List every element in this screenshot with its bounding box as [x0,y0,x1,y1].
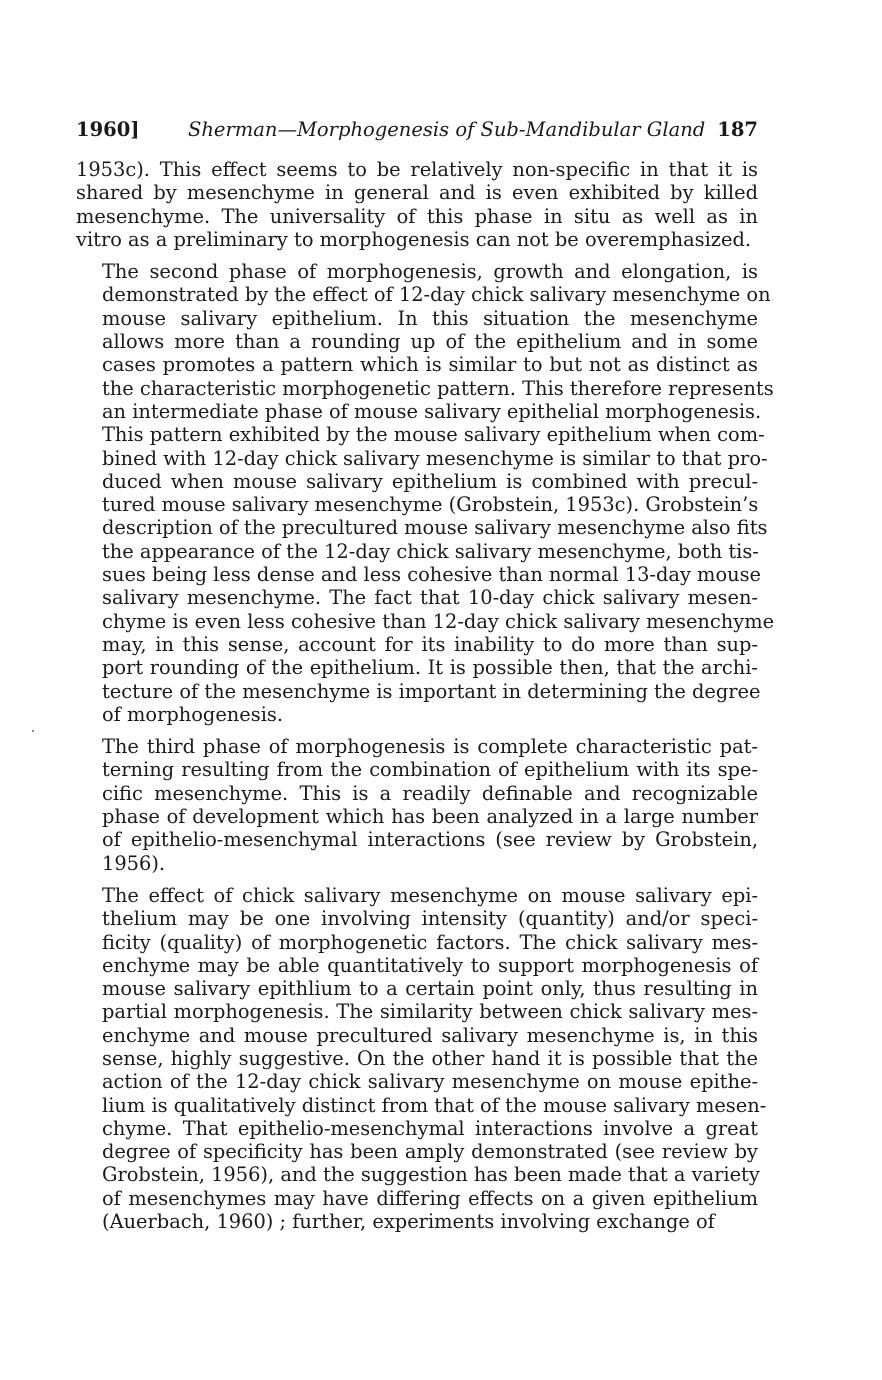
text-line: sense, highly suggestive. On the other hand it is possible that the [102,1046,758,1070]
text-line: mouse salivary epithelium. In this situation the mesenchyme [102,306,758,330]
text-line: terning resulting from the combination of epithelium with its spe- [102,758,758,782]
text-line: 1956). [102,851,166,875]
text-line: (Auerbach, 1960) ; further, experiments involving exchange of [102,1210,715,1234]
text-line: description of the precultured mouse salivary mesenchyme also fits [102,516,768,540]
body-text [76,158,775,1234]
text-line: of mesenchymes may have differing effects on a given epithelium [102,1186,758,1210]
text-line: Grobstein, 1956), and the suggestion has been made that a variety [102,1163,760,1187]
text-line: 1953c). This effect seems to be relatively non-specific in that it is [76,158,758,181]
text-line: of morphogenesis. [102,702,284,726]
text-line: duced when mouse salivary epithelium is combined with precul- [102,469,758,493]
text-line: thelium may be one involving intensity (quantity) and/or speci- [102,907,758,931]
text-line: port rounding of the epithelium. It is possible then, that the archi- [102,656,758,680]
paragraph-3 [76,735,758,875]
text-line: lium is qualitatively distinct from that of the mouse salivary mesen- [102,1093,767,1117]
running-title: Sherman—Morphogenesis of Sub-Mandibular Gland [188,118,706,141]
paragraph-2 [76,260,775,726]
page-number: 187 [717,118,758,141]
text-line: tecture of the mesenchyme is important in determining the degree [102,679,761,703]
text-line: phase of development which has been analyzed in a large number [102,805,758,829]
text-line: chyme. That epithelio-mesenchymal interactions involve a great [102,1116,758,1140]
text-line: of epithelio-mesenchymal interactions (see review by Grobstein, [102,828,758,852]
text-line: partial morphogenesis. The similarity between chick salivary mes- [102,1000,758,1024]
text-line: shared by mesenchyme in general and is even exhibited by killed [76,181,758,205]
text-line: action of the 12-day chick salivary mesenchyme on mouse epithe- [102,1070,758,1094]
text-line: chyme is even less cohesive than 12-day chick salivary mesenchyme [102,609,775,633]
text-line: the characteristic morphogenetic pattern. This therefore represents [102,376,774,400]
header-year: 1960] [76,118,140,141]
text-line: enchyme and mouse precultured salivary mesenchyme is, in this [102,1023,758,1047]
text-line: ficity (quality) of morphogenetic factors. The chick salivary mes- [102,930,758,954]
page [76,116,775,1234]
text-line: tured mouse salivary mesenchyme (Grobstein, 1953c). Grobstein’s [102,493,759,517]
text-line: the appearance of the 12-day chick salivary mesenchyme, both tis- [102,539,759,563]
paragraph-4 [76,883,767,1234]
text-line: enchyme may be able quantitatively to support morphogenesis of [102,953,758,977]
text-line: The effect of chick salivary mesenchyme on mouse salivary epi- [102,883,758,907]
text-line: mesenchyme. The universality of this phase in situ as well as in [76,204,758,228]
text-line: an intermediate phase of mouse salivary epithelial morphogenesis. [102,399,762,423]
paragraph-1 [76,158,758,251]
text-line: The second phase of morphogenesis, growth and elongation, is [102,260,758,284]
text-line: cific mesenchyme. This is a readily definable and recognizable [102,781,758,805]
text-line: sues being less dense and less cohesive than normal 13-day mouse [102,563,762,587]
text-line: cases promotes a pattern which is similar to but not as distinct as [102,353,758,377]
text-line: The third phase of morphogenesis is complete characteristic pat- [102,735,758,759]
text-line: salivary mesenchyme. The fact that 10-day chick salivary mesen- [102,586,758,610]
text-line: degree of specificity has been amply demonstrated (see review by [102,1140,758,1164]
running-head [76,116,758,144]
text-line: demonstrated by the effect of 12-day chick salivary mesenchyme on [102,283,771,307]
text-line: may, in this sense, account for its inability to do more than sup- [102,632,758,656]
text-line: bined with 12-day chick salivary mesenchyme is similar to that pro- [102,446,768,470]
text-line: mouse salivary epithlium to a certain point only, thus resulting in [102,977,758,1001]
text-line: This pattern exhibited by the mouse salivary epithelium when com- [102,423,765,447]
text-line: allows more than a rounding up of the epithelium and in some [102,330,758,354]
text-line: vitro as a preliminary to morphogenesis can not be overemphasized. [76,227,752,251]
stray-ink-mark [32,730,34,732]
